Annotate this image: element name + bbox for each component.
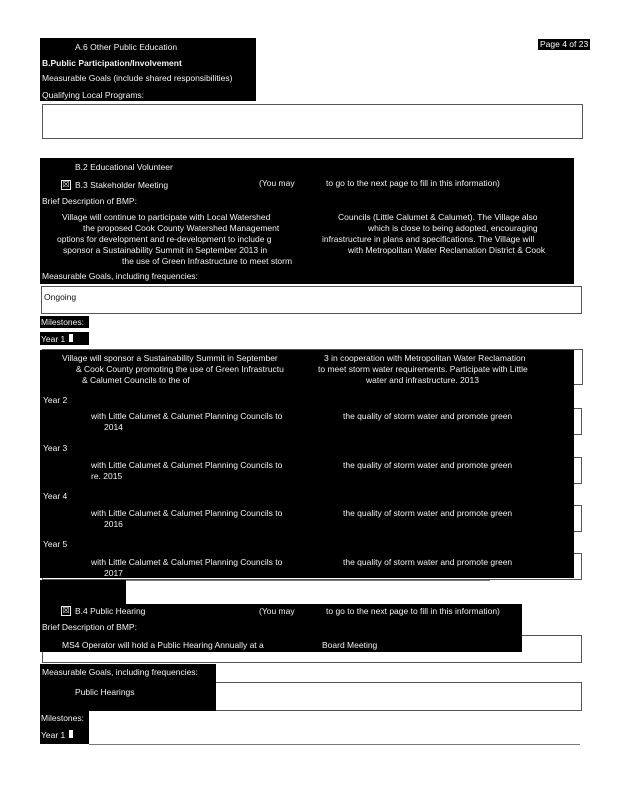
year2-line-right: the quality of storm water and promote green xyxy=(343,411,513,421)
year1-line-left: Village will sponsor a Sustainability Summit in September xyxy=(62,353,278,363)
b4-year1-label: Year 1 xyxy=(41,730,66,740)
b3-note-suffix: to go to the next page to fill in this information) xyxy=(326,178,500,188)
b4-year1-cursor xyxy=(69,730,73,738)
b3-brief-line-right: with Metropolitan Water Reclamation District & Cook xyxy=(348,245,546,255)
qualifying-programs-label: Qualifying Local Programs: xyxy=(42,90,145,100)
year1-line-right: to meet storm water requirements. Participate with Little xyxy=(318,364,528,374)
year1-line-right: water and infrastructure. 2013 xyxy=(366,375,479,385)
b3-note-prefix: (You may xyxy=(259,178,295,188)
b3-goals-label: Measurable Goals, including frequencies: xyxy=(42,271,198,281)
item-b2-label: B.2 Educational Volunteer xyxy=(75,162,173,172)
b4-label: B.4 Public Hearing xyxy=(75,606,146,616)
b3-goals-value: Ongoing xyxy=(44,292,77,302)
b4-goals-value: Public Hearings xyxy=(75,687,135,697)
b3-checkbox[interactable]: ☒ xyxy=(62,180,70,189)
scan-divider xyxy=(126,580,490,581)
b4-brief-right: Board Meeting xyxy=(322,640,378,650)
year1-line-right: 3 in cooperation with Metropolitan Water Reclamation xyxy=(324,353,526,363)
b3-milestones-label: Milestones: xyxy=(41,317,84,327)
year2-line-left: 2014 xyxy=(104,422,123,432)
year4-line-left: 2016 xyxy=(104,519,123,529)
b3-brief-line-left: the proposed Cook County Watershed Management xyxy=(83,223,280,233)
b4-brief-label: Brief Description of BMP: xyxy=(42,622,137,632)
b4-brief-left: MS4 Operator will hold a Public Hearing Annually at a xyxy=(62,640,264,650)
b4-checkbox[interactable]: ☒ xyxy=(62,606,70,615)
scan-artifact xyxy=(40,580,126,604)
year4-label: Year 4 xyxy=(43,491,68,501)
year4-line-left: with Little Calumet & Calumet Planning Councils to xyxy=(91,508,283,518)
year1-line-left: & Cook County promoting the use of Green Infrastructu xyxy=(76,364,284,374)
year1-line-left: & Calumet Councils to the of xyxy=(82,375,190,385)
b4-milestones-label: Milestones: xyxy=(41,713,84,723)
item-a6-label: A.6 Other Public Education xyxy=(75,42,178,52)
year2-line-left: with Little Calumet & Calumet Planning Councils to xyxy=(91,411,283,421)
b3-brief-line-left: Village will continue to participate with Local Watershed xyxy=(62,212,271,222)
b3-brief-line-right: infrastructure in plans and specifications. The Village will xyxy=(322,234,535,244)
year4-line-right: the quality of storm water and promote green xyxy=(343,508,513,518)
year3-label: Year 3 xyxy=(43,443,68,453)
b4-note-prefix: (You may xyxy=(259,606,295,616)
year1-label: Year 1 xyxy=(41,334,66,344)
b4-goals-label: Measurable Goals, including frequencies: xyxy=(42,667,198,677)
section-b-title: B.Public Participation/Involvement xyxy=(42,58,182,68)
b3-goals-field[interactable] xyxy=(41,286,582,314)
b3-brief-line-left: the use of Green Infrastructure to meet storm xyxy=(122,256,293,266)
b3-brief-line-right: Councils (Little Calumet & Calumet). The Village also xyxy=(338,212,538,222)
year5-line-left: 2017 xyxy=(104,568,123,578)
year1-cursor xyxy=(69,334,73,342)
year5-line-right: the quality of storm water and promote green xyxy=(343,557,513,567)
page-number: Page 4 of 23 xyxy=(540,39,589,49)
year2-label: Year 2 xyxy=(43,395,68,405)
b3-brief-line-left: options for development and re-development to include g xyxy=(57,234,272,244)
b4-year1-field-top xyxy=(89,744,580,745)
b3-brief-line-left: sponsor a Sustainability Summit in September 2013 in xyxy=(63,245,268,255)
year5-label: Year 5 xyxy=(43,539,68,549)
b3-brief-line-right: which is close to being adopted, encouraging xyxy=(368,223,538,233)
b3-label: B.3 Stakeholder Meeting xyxy=(75,180,169,190)
b3-brief-label: Brief Description of BMP: xyxy=(42,196,137,206)
year3-line-left: with Little Calumet & Calumet Planning Councils to xyxy=(91,460,283,470)
qualifying-programs-field[interactable] xyxy=(42,104,583,139)
year5-line-left: with Little Calumet & Calumet Planning Councils to xyxy=(91,557,283,567)
year3-line-left: re. 2015 xyxy=(91,471,123,481)
year3-line-right: the quality of storm water and promote green xyxy=(343,460,513,470)
measurable-goals-label: Measurable Goals (include shared responsibilities) xyxy=(42,73,233,83)
b4-note-suffix: to go to the next page to fill in this information) xyxy=(326,606,500,616)
